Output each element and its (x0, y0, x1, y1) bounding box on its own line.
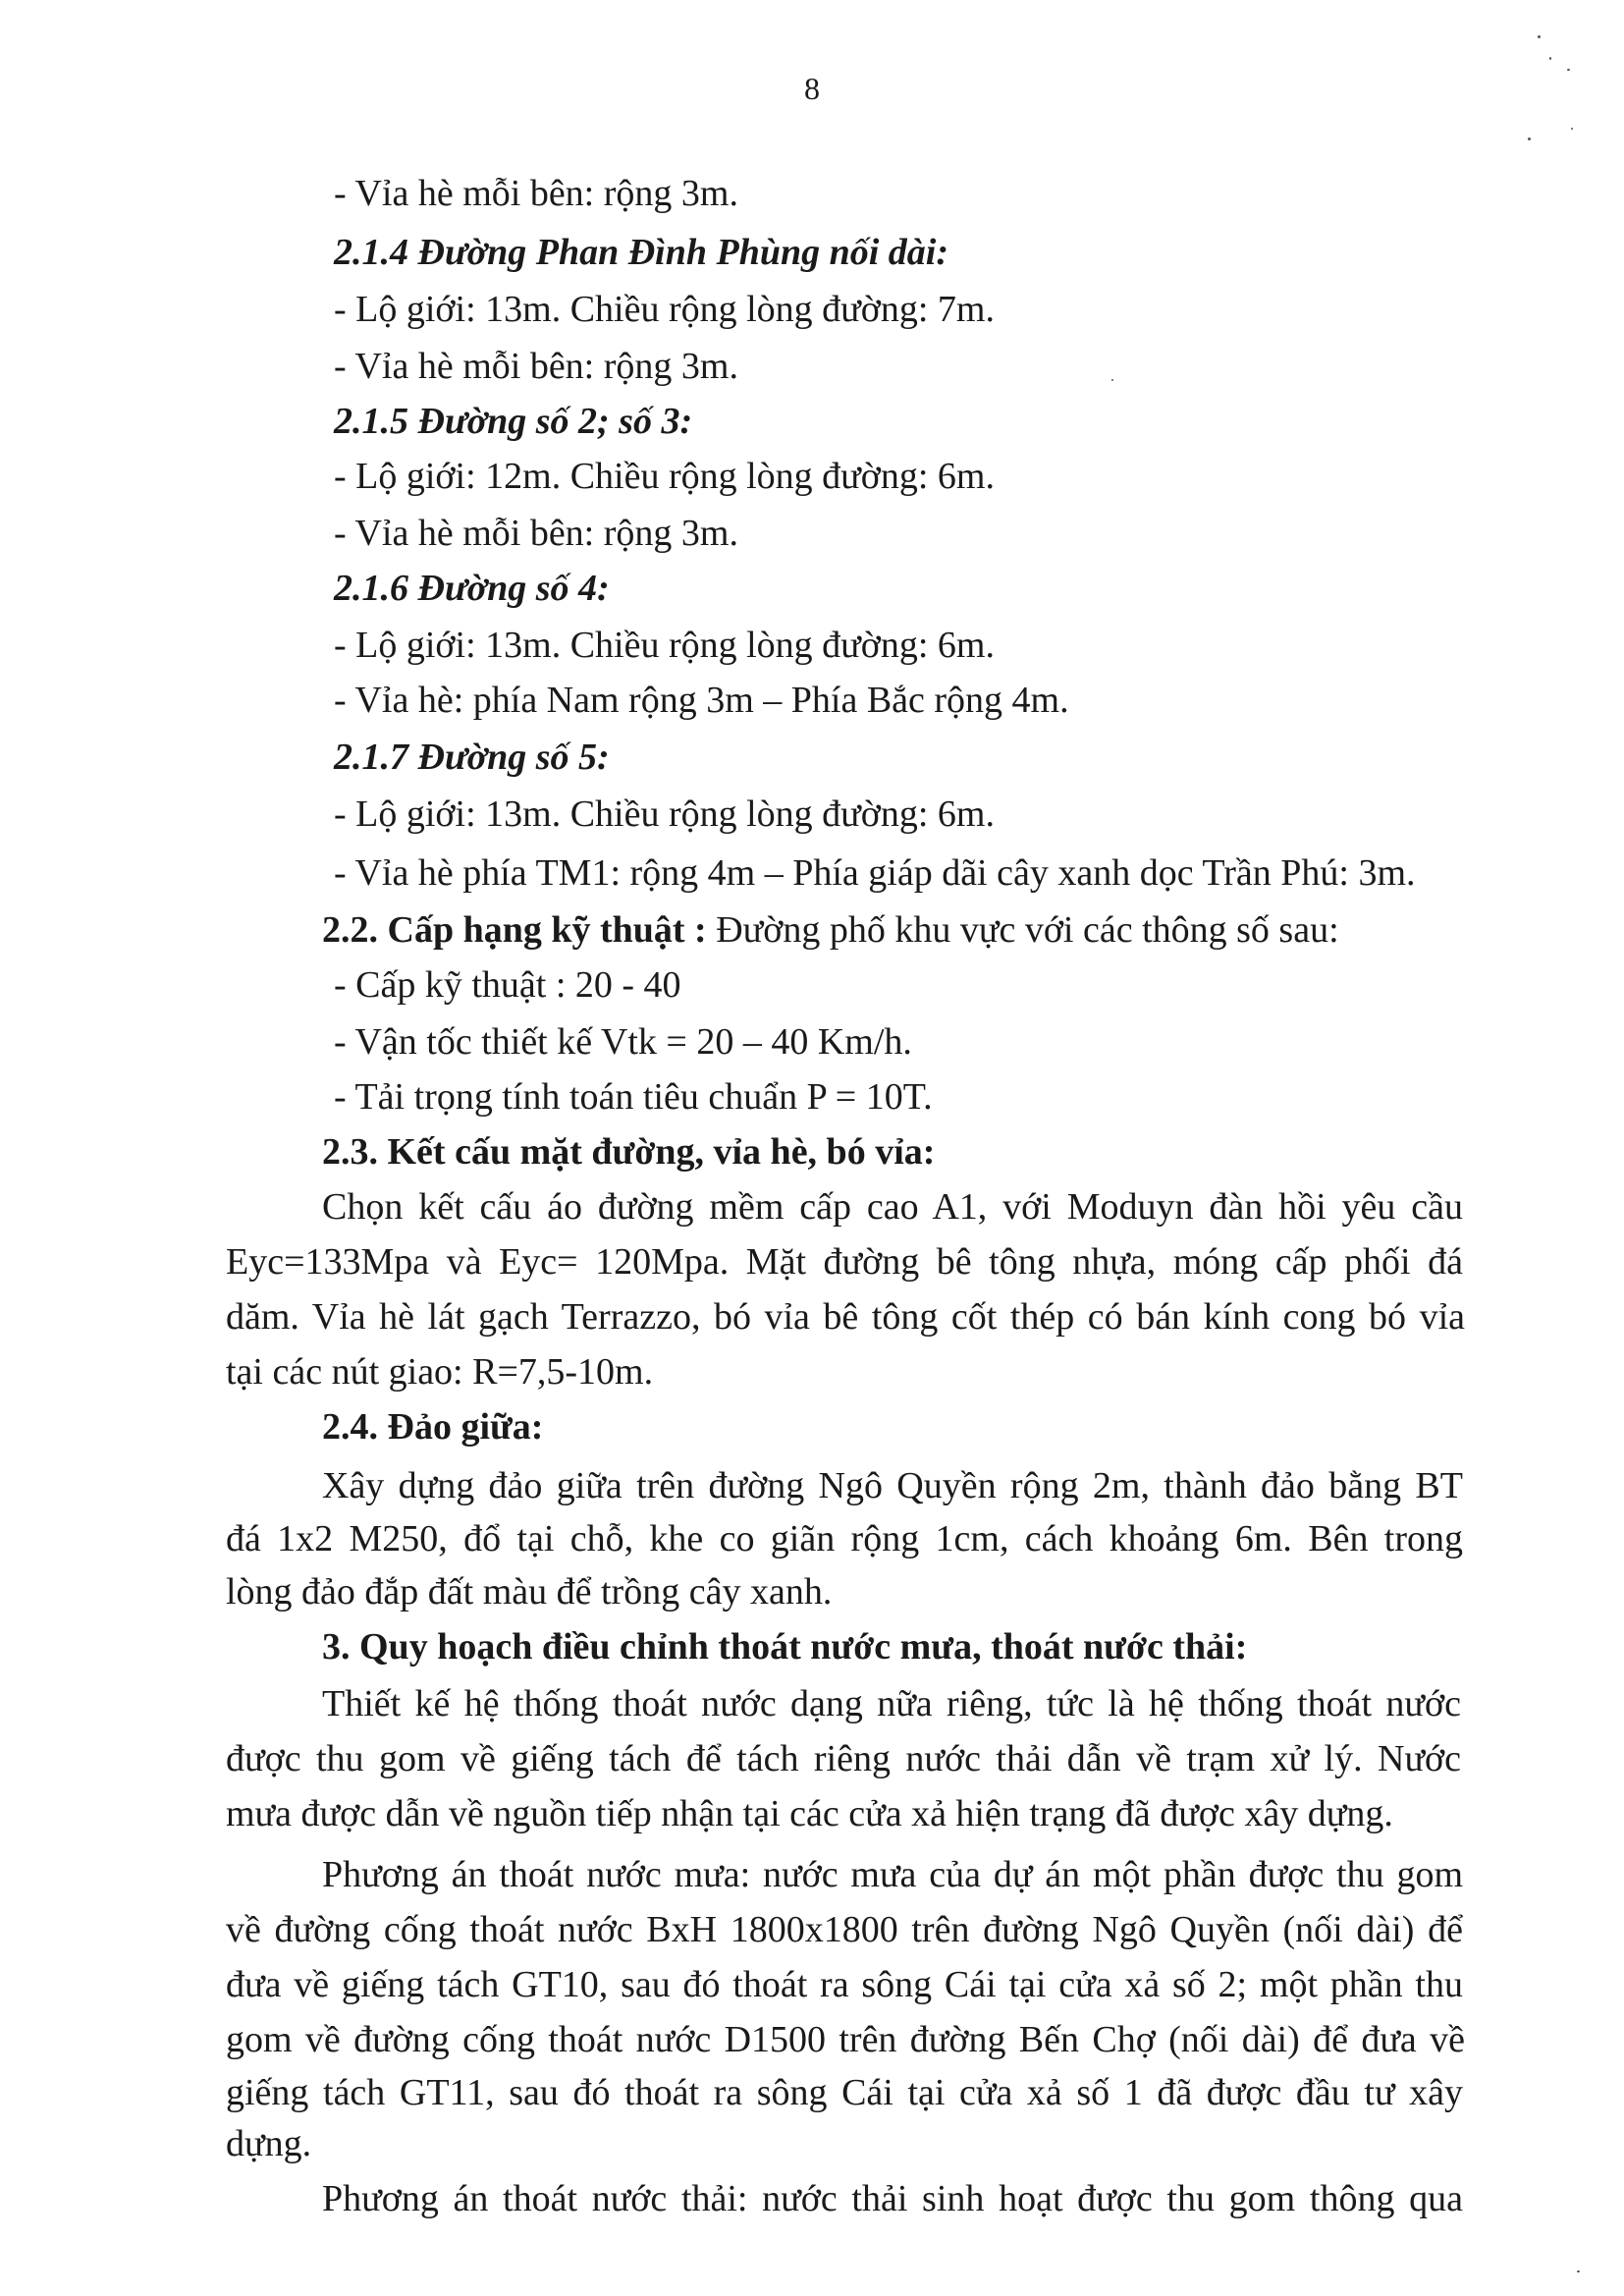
scan-speck (1528, 137, 1531, 140)
section-2-2-heading: 2.2. Cấp hạng kỹ thuật : (322, 909, 707, 951)
section-2-3-heading: 2.3. Kết cấu mặt đường, vỉa hè, bó vỉa: (322, 1131, 936, 1173)
section-2-2-text: Đường phố khu vực với các thông số sau: (706, 909, 1339, 951)
road-width-line: - Lộ giới: 13m. Chiều rộng lòng đường: 7m. (334, 289, 995, 330)
scan-speck (1567, 69, 1570, 71)
sidewalk-line: - Vỉa hè mỗi bên: rộng 3m. (334, 346, 738, 387)
road-width-line: - Lộ giới: 13m. Chiều rộng lòng đường: 6m. (334, 793, 995, 835)
section-2-4-heading: 2.4. Đảo giữa: (322, 1406, 544, 1448)
paragraph-line: về đường cống thoát nước BxH 1800x1800 trên đường Ngô Quyền (nối dài) để (226, 1909, 1463, 1950)
sidewalk-line: - Vỉa hè phía TM1: rộng 4m – Phía giáp dãi cây xanh dọc Trần Phú: 3m. (334, 852, 1416, 894)
paragraph-line: gom về đường cống thoát nước D1500 trên đường Bến Chợ (nối dài) để đưa về (226, 2019, 1465, 2060)
scan-speck (1577, 2270, 1580, 2272)
paragraph-line: giếng tách GT11, sau đó thoát ra sông Cái tại cửa xả số 1 đã được đầu tư xây (226, 2072, 1463, 2113)
section-2-1-7-heading: 2.1.7 Đường số 5: (334, 737, 610, 778)
paragraph-line: Chọn kết cấu áo đường mềm cấp cao A1, với Moduyn đàn hồi yêu cầu (322, 1186, 1463, 1228)
sidewalk-line: - Vỉa hè mỗi bên: rộng 3m. (334, 513, 738, 554)
road-width-line: - Lộ giới: 13m. Chiều rộng lòng đường: 6m. (334, 625, 995, 666)
paragraph-line: Phương án thoát nước mưa: nước mưa của dự án một phần được thu gom (322, 1854, 1463, 1895)
section-2-1-6-heading: 2.1.6 Đường số 4: (334, 568, 610, 609)
spec-line: - Tải trọng tính toán tiêu chuẩn P = 10T. (334, 1076, 933, 1118)
road-width-line: - Lộ giới: 12m. Chiều rộng lòng đường: 6m. (334, 456, 995, 497)
scan-speck (1111, 379, 1113, 381)
section-3-heading: 3. Quy hoạch điều chỉnh thoát nước mưa, thoát nước thải: (322, 1626, 1248, 1667)
section-2-2-line (322, 907, 1339, 953)
paragraph-line: Phương án thoát nước thải: nước thải sinh hoạt được thu gom thông qua (322, 2178, 1463, 2219)
page-number: 8 (804, 71, 820, 106)
sidewalk-line: - Vỉa hè: phía Nam rộng 3m – Phía Bắc rộng 4m. (334, 680, 1069, 721)
paragraph-line: mưa được dẫn về nguồn tiếp nhận tại các cửa xả hiện trạng đã được xây dựng. (226, 1793, 1393, 1834)
spec-line: - Vận tốc thiết kế Vtk = 20 – 40 Km/h. (334, 1021, 912, 1063)
section-2-1-5-heading: 2.1.5 Đường số 2; số 3: (334, 401, 693, 442)
paragraph-line: Eyc=133Mpa và Eyc= 120Mpa. Mặt đường bê tông nhựa, móng cấp phối đá (226, 1241, 1463, 1283)
paragraph-line: Xây dựng đảo giữa trên đường Ngô Quyền rộng 2m, thành đảo bằng BT (322, 1465, 1463, 1506)
scan-speck (1571, 128, 1573, 130)
paragraph-line: đưa về giếng tách GT10, sau đó thoát ra sông Cái tại cửa xả số 2; một phần thu (226, 1964, 1463, 2005)
paragraph-line: lòng đảo đắp đất màu để trồng cây xanh. (226, 1571, 833, 1613)
paragraph-line: tại các nút giao: R=7,5-10m. (226, 1351, 654, 1393)
paragraph-line: Thiết kế hệ thống thoát nước dạng nữa riêng, tức là hệ thống thoát nước (322, 1683, 1461, 1724)
section-2-1-4-heading: 2.1.4 Đường Phan Đình Phùng nối dài: (334, 232, 948, 273)
paragraph-line: dựng. (226, 2123, 312, 2164)
spec-line: - Cấp kỹ thuật : 20 - 40 (334, 964, 681, 1006)
scan-speck (1538, 35, 1541, 38)
paragraph-line: đá 1x2 M250, đổ tại chỗ, khe co giãn rộng 1cm, cách khoảng 6m. Bên trong (226, 1518, 1463, 1559)
sidewalk-line: - Vỉa hè mỗi bên: rộng 3m. (334, 173, 738, 214)
paragraph-line: được thu gom về giếng tách để tách riêng nước thải dẫn về trạm xử lý. Nước (226, 1738, 1461, 1779)
scan-speck (1549, 57, 1551, 60)
paragraph-line: dăm. Vỉa hè lát gạch Terrazzo, bó vỉa bê tông cốt thép có bán kính cong bó vỉa (226, 1296, 1465, 1338)
